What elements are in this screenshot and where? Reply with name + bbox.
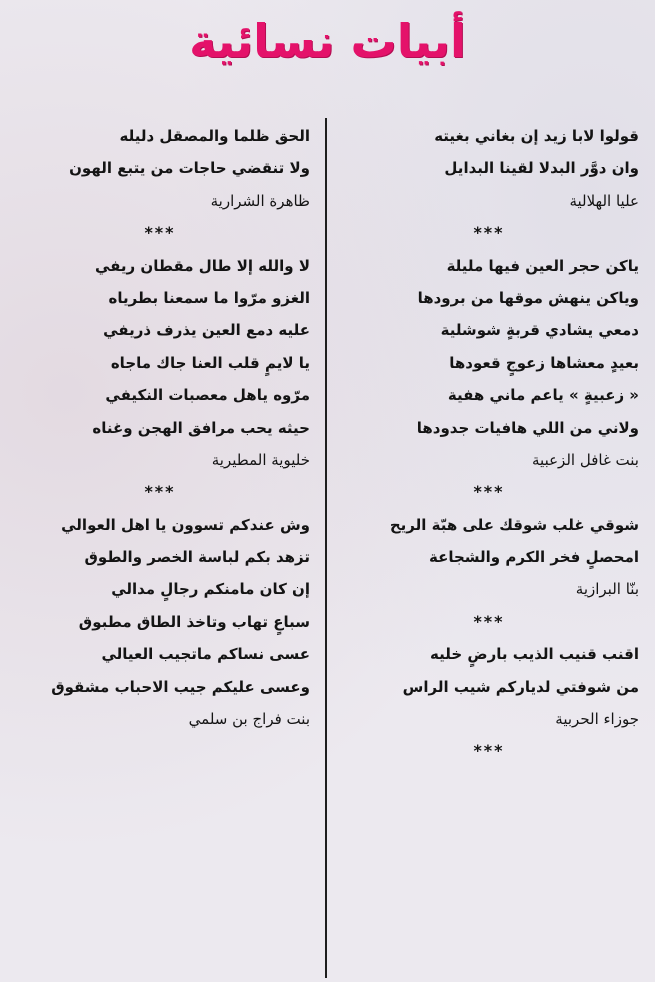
right-poem-column	[339, 120, 639, 980]
poem-verse: يا لايمٍ قلب العنا جاك ماجاه	[110, 353, 310, 372]
section-separator: ***	[144, 482, 176, 502]
poem-verse: ياكن حجر العين فيها مليلة	[446, 256, 639, 275]
poem-verse: ولا تنقضي حاجات من يتبع الهون	[69, 159, 310, 178]
poem-verse: الحق ظلما والمصقل دليله	[119, 127, 310, 145]
left-poem-column	[10, 120, 310, 980]
poem-verse: وعسى عليكم جيب الاحباب مشقوق	[51, 677, 310, 696]
poem-verse: وش عندكم تسوون يا اهل العوالي	[61, 515, 310, 534]
poem-verse: وان دوَّر البدلا لقينا البدايل	[444, 159, 639, 178]
column-divider	[325, 118, 327, 978]
section-separator: ***	[473, 482, 505, 502]
poem-verse: عسى نساكم ماتجيب العيالي	[101, 645, 310, 664]
poem-verse: وياكن ينهش موقها من برودها	[417, 288, 639, 307]
section-separator: ***	[473, 223, 505, 243]
poet-attribution: بنّا البرازية	[575, 580, 639, 599]
poet-attribution: بنت فراج بن سلمي	[188, 710, 310, 729]
poet-attribution: بنت غافل الزعبية	[532, 450, 639, 469]
poem-verse: شوقي غلب شوقك على هبّة الريح	[389, 515, 639, 534]
poet-attribution: ظاهرة الشرارية	[210, 191, 310, 210]
poem-verse: سباعٍ تهاب وتاخذ الطاق مطبوق	[78, 612, 310, 631]
poet-attribution: جوزاء الحربية	[555, 710, 639, 729]
poem-verse: ولاني من اللي هافيات جدودها	[416, 418, 639, 437]
section-separator: ***	[144, 223, 176, 243]
poem-verse: من شوفتي لدياركم شيب الراس	[402, 677, 639, 696]
poem-verse: إن كان مامنكم رجالٍ مدالي	[111, 580, 310, 599]
poem-verse: بعيدٍ معشاها زعوجٍ قعودها	[449, 353, 639, 372]
poet-attribution: عليا الهلالية	[569, 191, 639, 210]
poem-verse: « زعبيةٍ » ياعم ماني هفية	[447, 386, 639, 405]
poem-verse: دمعي يشادي قربةٍ شوشلية	[440, 321, 639, 340]
poem-verse: تزهد بكم لباسة الخصر والطوق	[84, 548, 310, 567]
poem-verse: قولوا لابا زيد إن بغاني بغيته	[434, 127, 639, 145]
poem-verse: مرّوه ياهل معصبات النكيفي	[105, 386, 310, 405]
poet-attribution: خليوية المطيرية	[211, 450, 310, 469]
section-separator: ***	[473, 741, 505, 761]
poem-verse: لا والله إلا طال مقطان ريفي	[94, 256, 310, 275]
poem-verse: اقنب قنيب الذيب بارضٍ خليه	[430, 645, 639, 664]
section-separator: ***	[473, 611, 505, 631]
poem-verse: الغزو مرّوا ما سمعنا بطرياه	[108, 288, 310, 307]
poem-verse: حيثه يحب مرافق الهجن وغناه	[92, 418, 310, 437]
poem-verse: عليه دمع العين يذرف ذريفي	[103, 321, 310, 340]
poem-verse: امحصلٍ فخر الكرم والشجاعة	[428, 548, 639, 567]
page-title: أبيات نسائية	[189, 14, 466, 68]
